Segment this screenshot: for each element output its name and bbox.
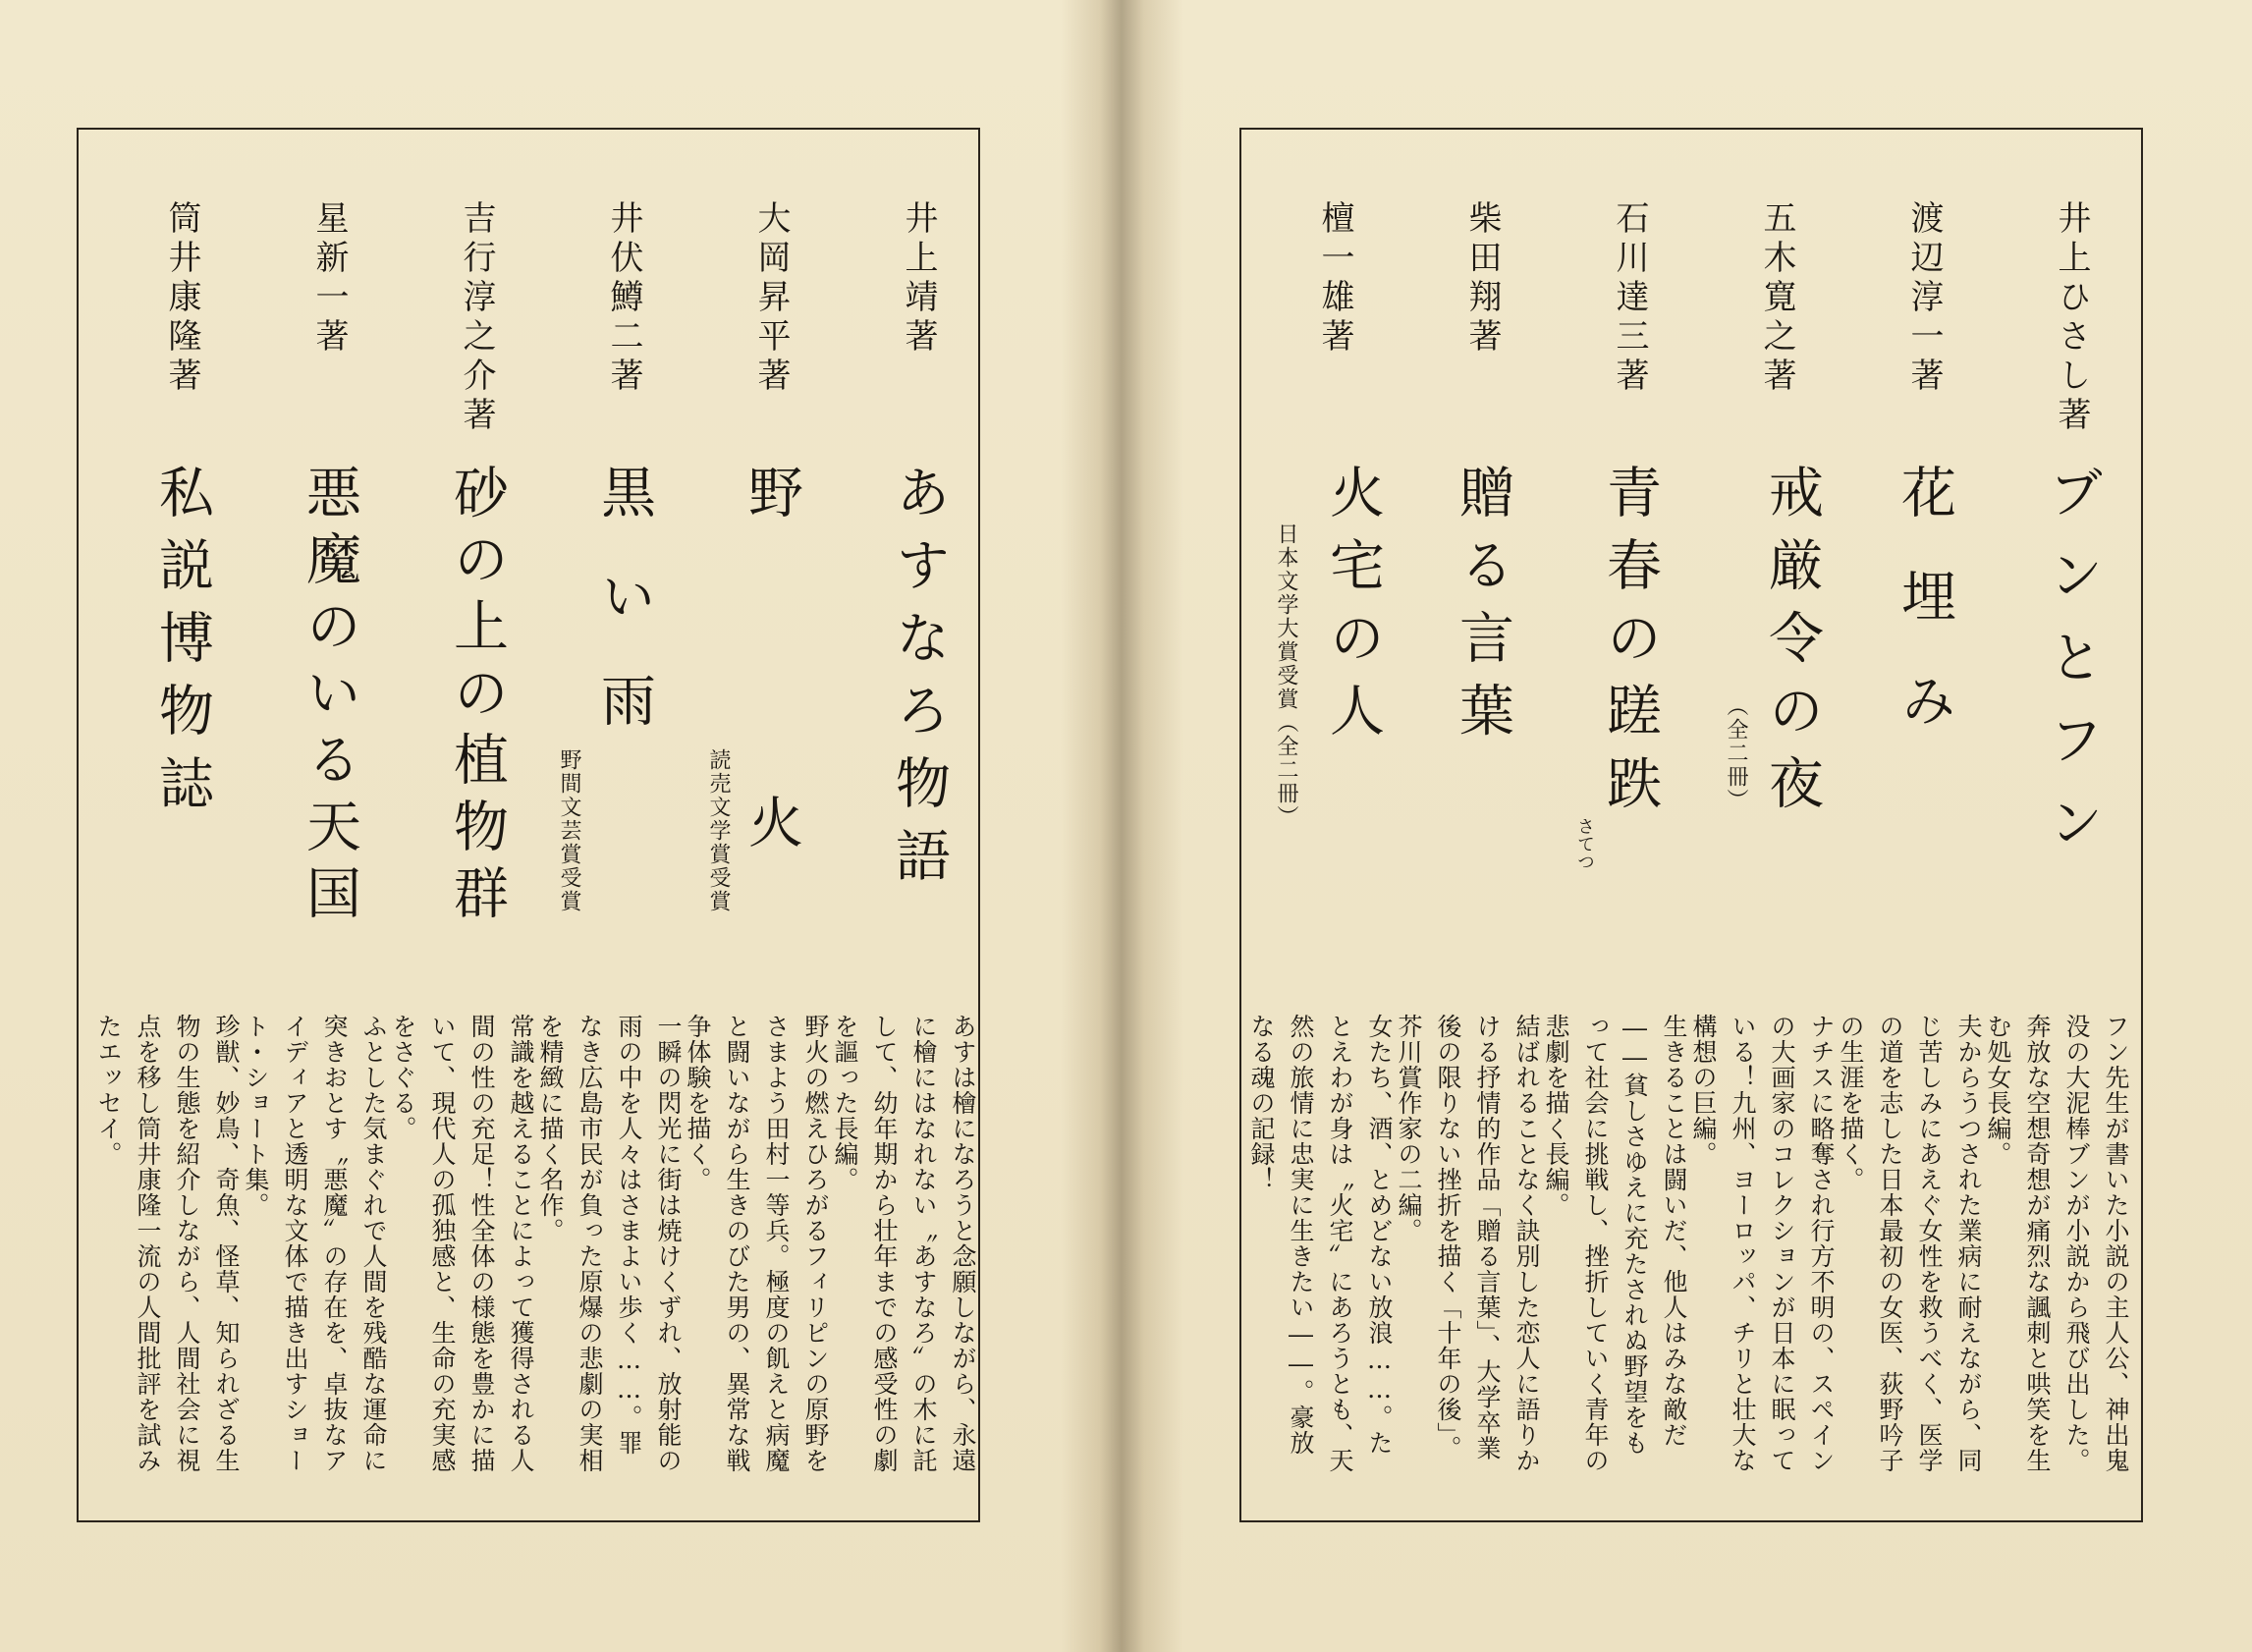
volume-note: （全二冊） [1724,694,1748,812]
book-author: 檀一雄著 [1315,200,1354,358]
book-description: 夫からうつされた業病に耐えながら、同じ苦しみにあえぐ女性を救うべく、医学の道を志した日本最初の女医、荻野吟子の生涯を描く。 [1837,1014,1983,1473]
title-ruby: さてつ [1574,817,1595,870]
book-entry [1542,130,1703,1524]
book-entry [684,130,845,1524]
award-note: 野間文芸賞受賞 [557,748,581,913]
book-description: 常識を越えることによって獲得される人間の性の充足！性全体の様態を豊かに描いて、現代人の孤独感と、生命の充実感をさぐる。 [389,1014,535,1473]
book-title: 戒厳令の夜 [1760,464,1824,827]
book-author: 筒井康隆著 [162,200,201,397]
book-description: 一瞬の閃光に街は焼けくずれ、放射能の雨の中を人々はさまよい歩く……。罪なき広島市民が負った原爆の悲劇の実相を精緻に描く名作。 [536,1014,683,1473]
book-entry [1247,130,1408,1524]
book-description: フン先生が書いた小説の主人公、神出鬼没の大泥棒ブンが小説から飛び出した。奔放な空想奇想が痛烈な諷刺と哄笑を生む処女長編。 [1984,1014,2130,1473]
book-title: 火宅の人 [1321,464,1385,754]
book-title: あすなろ物語 [887,464,951,900]
book-description: ふとした気まぐれで人間を残酷な運命に突きおとす〝悪魔〟の存在を、卓抜なアイディアと透明な文体で描き出すショート・ショート集。 [242,1014,388,1473]
book-author: 石川達三著 [1610,200,1649,397]
book-author: 井伏鱒二著 [604,200,643,397]
book-title: 悪魔のいる天国 [298,464,361,931]
left-page-frame [77,128,980,1522]
book-title: 贈る言葉 [1451,464,1514,754]
book-title: 花埋み [1893,464,1956,776]
book-entry [831,130,992,1524]
book-author: 吉行淳之介著 [457,200,496,436]
book-description: 女たち、酒、とめどない放浪……。たとえわが身は〝火宅〟にあろうとも、天然の旅情に忠実に生きたい――。豪放なる魂の記録！ [1247,1014,1394,1473]
award-note: 日本文学大賞受賞（全二冊） [1274,523,1298,829]
book-author: 柴田翔著 [1462,200,1502,358]
book-title: 野火 [740,464,803,1124]
book-title: 砂の上の植物群 [445,464,509,931]
book-entry [242,130,403,1524]
right-page-frame [1239,128,2143,1522]
book-entry [1837,130,1998,1524]
book-author: 五木寛之著 [1757,200,1796,397]
book-entry [536,130,697,1524]
book-entry [389,130,550,1524]
book-description: 野火の燃えひろがるフィリピンの原野をさまよう田村一等兵。極度の飢えと病魔と闘いながら生きのびた男の、異常な戦争体験を描く。 [684,1014,830,1473]
book-author: 井上ひさし著 [2052,200,2091,436]
book-description: ナチスに略奪され行方不明の、スペインの大画家のコレクションが日本に眠っている！九州、ヨーロッパ、チリと壮大な構想の巨編。 [1689,1014,1836,1473]
book-author: 渡辺淳一著 [1904,200,1944,397]
book-description: あすは檜になろうと念願しながら、永遠に檜にはなれない〝あすなろ〟の木に託して、幼年期から壮年までの感受性の劇を謳った長編。 [831,1014,977,1473]
book-description: 珍獣、妙鳥、奇魚、怪草、知られざる生物の生態を紹介しながら、人間社会に視点を移し筒井康隆一流の人間批評を試みたエッセイ。 [94,1014,241,1473]
book-author: 大岡昇平著 [751,200,791,397]
award-note: 読売文学賞受賞 [706,748,731,913]
book-entry [1689,130,1850,1524]
book-title: 青春の蹉跌 [1598,464,1662,827]
book-description: 生きることは闘いだ、他人はみな敵だ――貧しさゆえに充たされぬ野望をもって社会に挑戦し、挫折していく青年の悲劇を描く長編。 [1542,1014,1688,1473]
book-author: 星新一著 [309,200,349,358]
book-author: 井上靖著 [899,200,938,358]
book-description: 結ばれることなく訣別した恋人に語りかける抒情的作品「贈る言葉」、大学卒業後の限りない挫折を描く「十年の後」。芥川賞作家の二編。 [1395,1014,1541,1473]
book-entry [1395,130,1556,1524]
book-title: 黒い雨 [592,464,656,776]
book-entry [1984,130,2145,1524]
book-title: 私説博物誌 [150,464,214,827]
book-title: ブンとフン [2040,464,2104,876]
book-entry [94,130,255,1524]
